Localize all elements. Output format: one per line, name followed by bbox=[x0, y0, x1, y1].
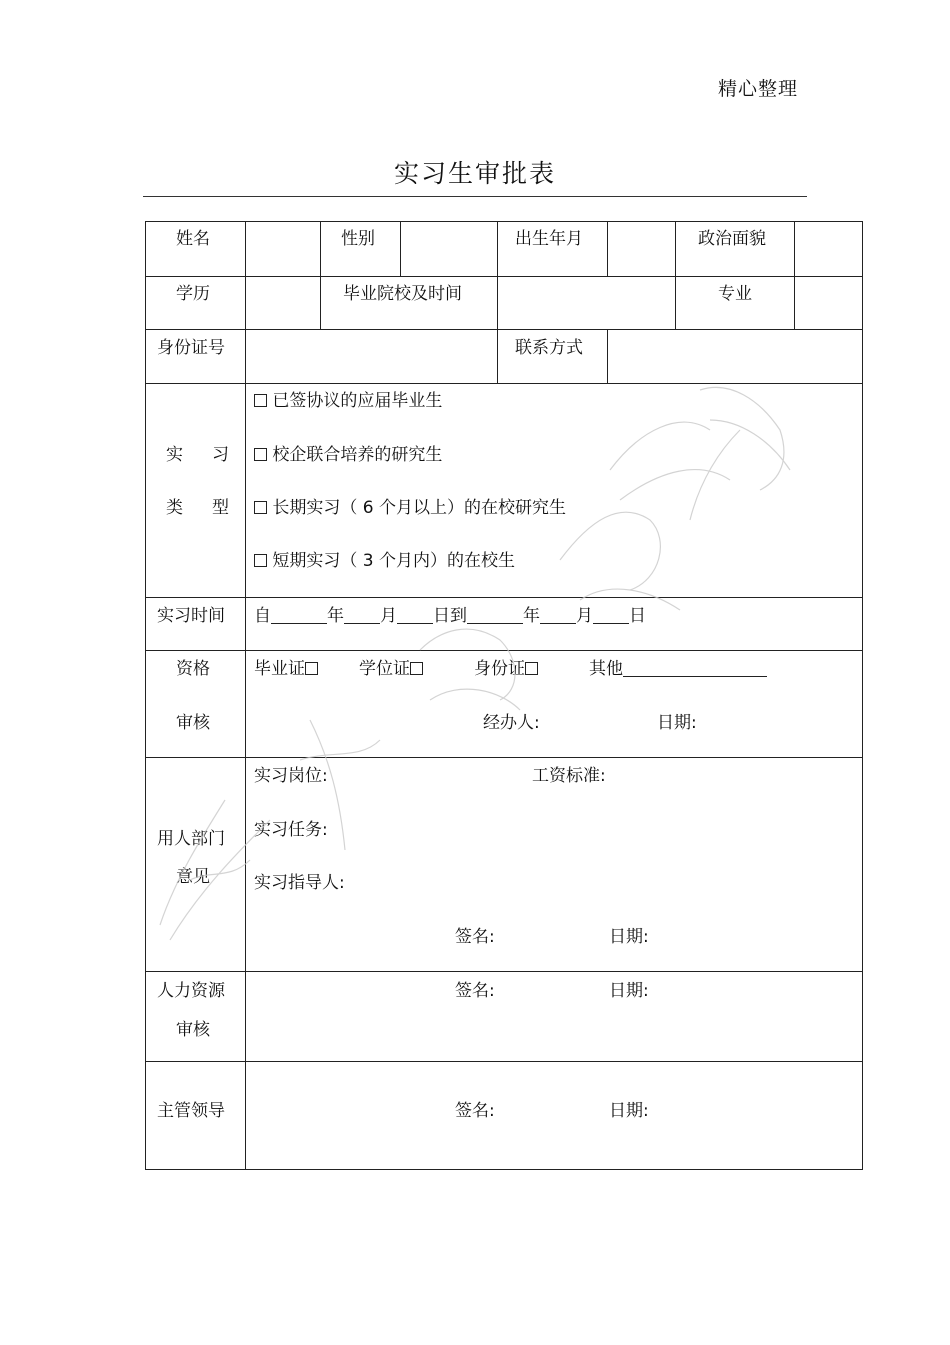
major-label-cell bbox=[675, 276, 795, 330]
checkbox-icon[interactable] bbox=[254, 448, 267, 461]
politics-value-cell[interactable] bbox=[794, 221, 863, 277]
name-label: 姓名 bbox=[176, 229, 210, 249]
title-underline bbox=[143, 196, 807, 197]
dept-label-line1: 用人部门 bbox=[157, 829, 225, 849]
checkbox-icon[interactable] bbox=[254, 554, 267, 567]
type-option-2[interactable]: 校企联合培养的研究生 bbox=[254, 445, 442, 465]
period-label-cell bbox=[145, 597, 246, 651]
checkbox-icon[interactable] bbox=[410, 662, 423, 675]
hr-sign-label: 签名: bbox=[455, 981, 495, 1001]
leader-sign-label: 签名: bbox=[455, 1101, 495, 1121]
checkbox-icon[interactable] bbox=[305, 662, 318, 675]
id-value-cell[interactable] bbox=[245, 329, 498, 384]
hr-label-line1: 人力资源 bbox=[157, 981, 225, 1001]
form-title: 实习生审批表 bbox=[393, 159, 556, 188]
gender-value-cell[interactable] bbox=[400, 221, 498, 277]
degree-item[interactable]: 学位证 bbox=[359, 659, 423, 679]
school-label: 毕业院校及时间 bbox=[343, 284, 462, 304]
type-option-3[interactable]: 长期实习（ 6 个月以上）的在校研究生 bbox=[254, 498, 566, 518]
dept-sign-label: 签名: bbox=[455, 927, 495, 947]
type-label-line2: 类 型 bbox=[166, 498, 235, 518]
birth-value-cell[interactable] bbox=[607, 221, 676, 277]
hr-label-line2: 审核 bbox=[176, 1020, 210, 1040]
contact-label: 联系方式 bbox=[515, 338, 583, 358]
politics-label-cell bbox=[675, 221, 795, 277]
school-value-cell[interactable] bbox=[497, 276, 676, 330]
contact-value-cell[interactable] bbox=[607, 329, 863, 384]
dept-date-label: 日期: bbox=[609, 927, 649, 947]
other-item[interactable]: 其他 bbox=[589, 659, 767, 679]
id-label: 身份证号 bbox=[157, 338, 225, 358]
id-card-item[interactable]: 身份证 bbox=[474, 659, 538, 679]
period-label: 实习时间 bbox=[157, 606, 225, 626]
handler-label: 经办人: bbox=[483, 713, 540, 733]
diploma-item[interactable]: 毕业证 bbox=[254, 659, 318, 679]
major-label: 专业 bbox=[718, 284, 752, 304]
contact-label-cell bbox=[497, 329, 608, 384]
politics-label: 政治面貌 bbox=[698, 229, 766, 249]
type-options-cell bbox=[245, 383, 863, 598]
qualification-label-cell bbox=[145, 650, 246, 758]
qualification-date-label: 日期: bbox=[657, 713, 697, 733]
qualification-label-line2: 审核 bbox=[176, 713, 210, 733]
type-option-4[interactable]: 短期实习（ 3 个月内）的在校生 bbox=[254, 551, 515, 571]
mentor-label: 实习指导人: bbox=[254, 873, 345, 893]
birth-label: 出生年月 bbox=[515, 229, 583, 249]
leader-label-cell bbox=[145, 1061, 246, 1170]
hr-date-label: 日期: bbox=[609, 981, 649, 1001]
salary-label: 工资标准: bbox=[532, 766, 606, 786]
post-label: 实习岗位: bbox=[254, 766, 328, 786]
birth-label-cell bbox=[497, 221, 608, 277]
education-label: 学历 bbox=[176, 284, 210, 304]
task-label: 实习任务: bbox=[254, 820, 328, 840]
gender-label-cell bbox=[320, 221, 401, 277]
approval-form bbox=[145, 221, 863, 1170]
qualification-value-cell bbox=[245, 650, 863, 758]
hr-label-cell bbox=[145, 971, 246, 1062]
name-value-cell[interactable] bbox=[245, 221, 321, 277]
dept-label-line2: 意见 bbox=[176, 867, 210, 887]
qualification-label-line1: 资格 bbox=[176, 659, 210, 679]
leader-label: 主管领导 bbox=[157, 1101, 225, 1121]
period-line: 自 年 月 日到 年 月 日 bbox=[254, 606, 646, 626]
period-value-cell[interactable] bbox=[245, 597, 863, 651]
leader-date-label: 日期: bbox=[609, 1101, 649, 1121]
dept-label-cell bbox=[145, 757, 246, 972]
name-label-cell bbox=[145, 221, 246, 277]
school-label-cell bbox=[320, 276, 498, 330]
checkbox-icon[interactable] bbox=[254, 501, 267, 514]
major-value-cell[interactable] bbox=[794, 276, 863, 330]
checkbox-icon[interactable] bbox=[254, 394, 267, 407]
education-value-cell[interactable] bbox=[245, 276, 321, 330]
type-option-1[interactable]: 已签协议的应届毕业生 bbox=[254, 391, 442, 411]
id-label-cell bbox=[145, 329, 246, 384]
dept-value-cell bbox=[245, 757, 863, 972]
header-note: 精心整理 bbox=[718, 78, 799, 100]
checkbox-icon[interactable] bbox=[525, 662, 538, 675]
type-label-line1: 实 习 bbox=[166, 445, 235, 465]
education-label-cell bbox=[145, 276, 246, 330]
hr-value-cell bbox=[245, 971, 863, 1062]
type-label-cell bbox=[145, 383, 246, 598]
gender-label: 性别 bbox=[341, 229, 375, 249]
leader-value-cell bbox=[245, 1061, 863, 1170]
